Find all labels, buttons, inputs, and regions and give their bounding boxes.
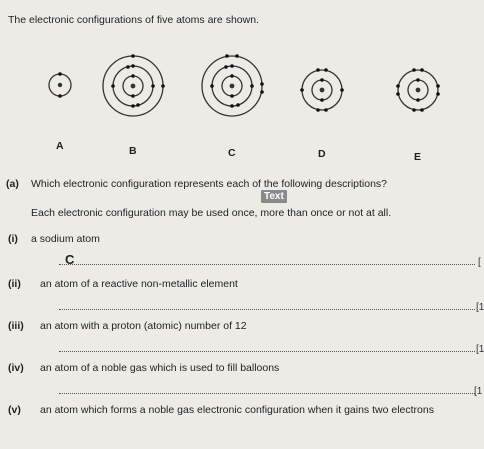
item-i-mark: [: [478, 257, 481, 268]
item-iv-mark: [1: [474, 386, 483, 397]
item-i-number: (i): [8, 233, 18, 245]
atom-label-d: D: [318, 148, 326, 160]
item-i-answer[interactable]: C: [65, 252, 75, 267]
intro-text: The electronic configurations of five atoms are shown.: [8, 14, 259, 26]
atom-a-diagram: [49, 72, 71, 98]
item-iv-number: (iv): [8, 362, 24, 374]
part-a-instruction: Each electronic configuration may be used once, more than once or not at all.: [31, 207, 392, 219]
item-i-text: a sodium atom: [31, 233, 100, 245]
item-ii-answer-line[interactable]: [59, 309, 475, 310]
part-a-question: Which electronic configuration represents each of the following descriptions?: [31, 178, 388, 190]
atom-e-diagram: [396, 68, 440, 112]
item-iv-answer-line[interactable]: [59, 393, 475, 394]
item-iii-text: an atom with a proton (atomic) number of 12: [40, 320, 247, 332]
item-v-text: an atom which forms a noble gas electronic configuration when it gains two electrons: [40, 404, 434, 416]
item-ii-text: an atom of a reactive non-metallic element: [40, 278, 238, 290]
atom-b-diagram: [103, 54, 165, 116]
atom-label-c: C: [228, 147, 236, 159]
text-tag[interactable]: Text: [261, 190, 287, 203]
item-ii-number: (ii): [8, 278, 21, 290]
item-iii-answer-line[interactable]: [59, 351, 475, 352]
item-iv-text: an atom of a noble gas which is used to fill balloons: [40, 362, 280, 374]
atom-label-e: E: [414, 151, 422, 163]
atom-d-diagram: [300, 68, 344, 112]
item-i-answer-line[interactable]: [59, 264, 475, 265]
atom-label-b: B: [129, 145, 137, 157]
part-a-label: (a): [6, 178, 19, 190]
item-ii-mark: [1: [476, 302, 484, 313]
item-v-number: (v): [8, 404, 21, 416]
item-iii-number: (iii): [8, 320, 24, 332]
atom-label-a: A: [56, 140, 64, 152]
item-iii-mark: [1: [476, 344, 484, 355]
atom-c-diagram: [202, 54, 264, 116]
